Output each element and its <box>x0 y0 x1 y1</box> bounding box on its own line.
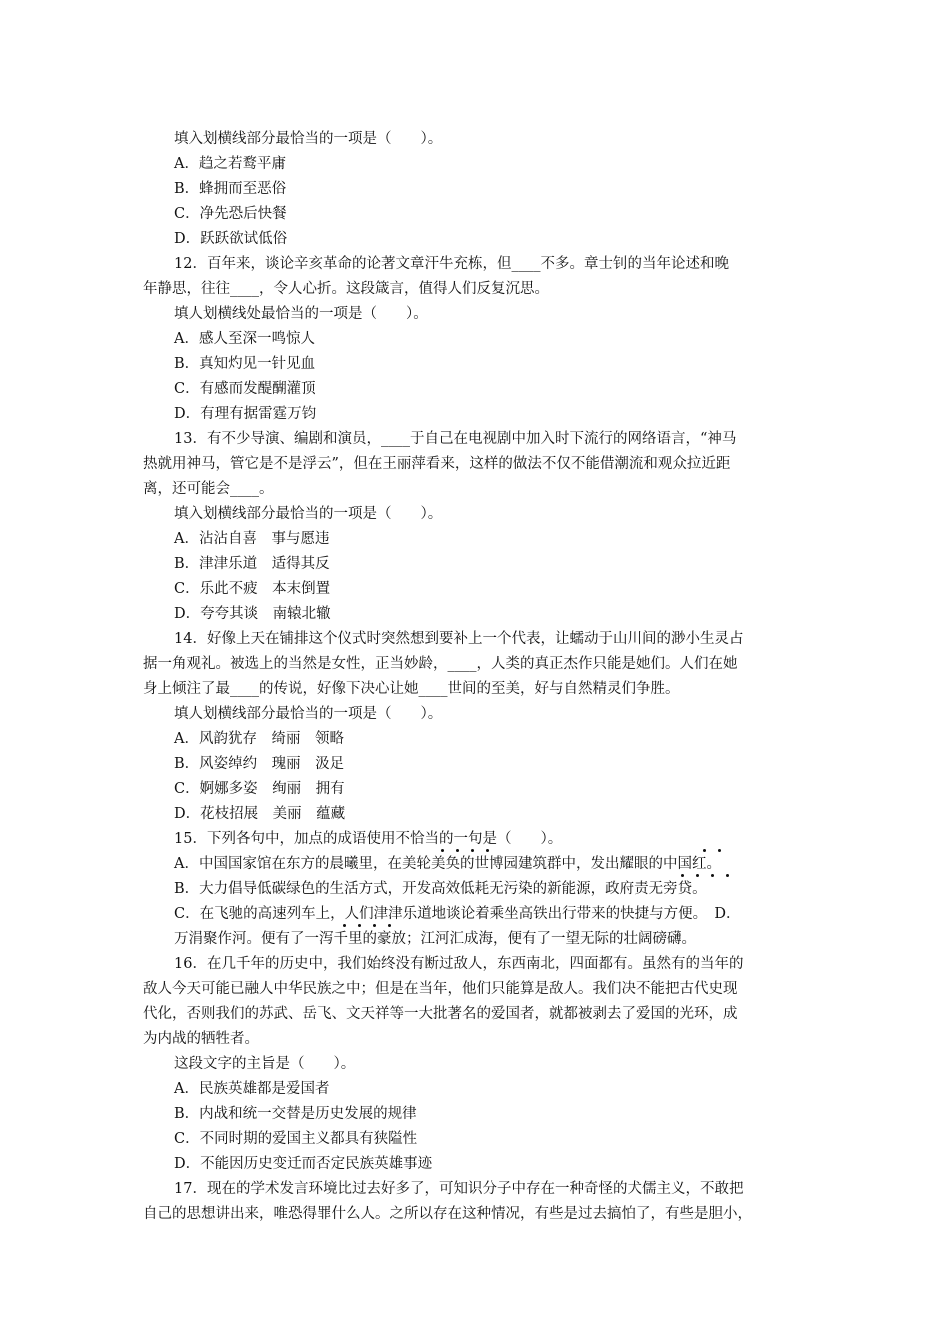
text: B．真知灼见一针见血 <box>174 356 316 372</box>
text: A．沾沾自喜 事与愿违 <box>174 531 330 547</box>
text: 填入划横线部分最恰当的一项是（ ）。 <box>174 131 443 147</box>
emphasis-dot <box>681 874 684 877</box>
text: 代化，否则我们的苏武、岳飞、文天祥等一大批著名的爱国者，就都被剥去了爱国的光环，成 <box>143 1006 738 1022</box>
text: 热就用神马，管它是不是浮云”，但在王丽萍看来，这样的做法不仅不能借潮流和观众拉近距 <box>143 456 731 472</box>
text: C．有感而发醍醐灌顶 <box>174 381 316 397</box>
text: 据一角观礼。被选上的当然是女性，正当妙龄，____，人类的真正杰作只能是她们。人们在她 <box>143 656 738 672</box>
emphasis-dot <box>718 849 721 852</box>
text: 填人划横线处最恰当的一项是（ ）。 <box>174 306 428 322</box>
text: D．花枝招展 美丽 蕴藏 <box>174 806 346 822</box>
text: B．蜂拥而至恶俗 <box>174 181 287 197</box>
text: D．夸夸其谈 南辕北辙 <box>174 606 331 622</box>
text: C．在飞驰的高速列车上，人们津津乐道地谈论着乘坐高铁出行带来的快捷与方便。 D． <box>174 906 741 922</box>
text: 身上倾注了最____的传说，好像下决心让她____世间的至美，好与自然精灵们争胜。 <box>143 681 680 697</box>
text: C．净先恐后快餐 <box>174 206 287 222</box>
text: B．风姿绰约 瑰丽 汲足 <box>174 756 345 772</box>
emphasis-dot <box>441 849 444 852</box>
emphasis-dot <box>388 924 391 927</box>
text: A．民族英雄都是爱国者 <box>174 1081 330 1097</box>
text: 16．在几千年的历史中，我们始终没有断过敌人，东西南北，四面都有。虽然有的当年的 <box>174 956 744 972</box>
emphasis-dot <box>703 849 706 852</box>
text: 自己的思想讲出来，唯恐得罪什么人。之所以存在这种情况，有些是过去搞怕了，有些是胆小， <box>143 1206 752 1222</box>
text: 年静思，往往____，令人心折。这段箴言，值得人们反复沉思。 <box>143 281 549 297</box>
text: D．有理有据雷霆万钧 <box>174 406 317 422</box>
text: 17．现在的学术发言环境比过去好多了，可知识分子中存在一种奇怪的犬儒主义，不敢把 <box>174 1181 744 1197</box>
emphasis-dot <box>358 924 361 927</box>
emphasis-dot <box>486 849 489 852</box>
text: A．风韵犹存 绮丽 领略 <box>174 731 344 747</box>
text: A．感人至深一鸣惊人 <box>174 331 315 347</box>
text: C．不同时期的爱国主义都具有狭隘性 <box>174 1131 418 1147</box>
text: 敌人今天可能已融人中华民族之中；但是在当年，他们只能算是敌人。我们决不能把古代史现 <box>143 981 738 997</box>
text: D．不能因历史变迁而否定民族英雄事迹 <box>174 1156 433 1172</box>
text: B．大力倡导低碳绿色的生活方式，开发高效低耗无污染的新能源，政府责无旁贷。 <box>174 881 707 897</box>
text: D．跃跃欲试低俗 <box>174 231 288 247</box>
text: 为内战的牺牲者。 <box>143 1031 259 1047</box>
text: 万涓聚作河。便有了一泻千里的豪放；江河汇成海，便有了一望无际的壮阔磅礴。 <box>174 931 696 947</box>
text: 13．有不少导演、编剧和演员，____于自己在电视剧中加入时下流行的网络语言，“神马 <box>174 431 737 447</box>
emphasis-dot <box>471 849 474 852</box>
text: C．乐此不疲 本末倒置 <box>174 581 331 597</box>
emphasis-dot <box>456 849 459 852</box>
emphasis-dot <box>696 874 699 877</box>
emphasis-dot <box>373 924 376 927</box>
emphasis-dot <box>726 874 729 877</box>
text: A．中国国家馆在东方的晨曦里，在美轮美奂的世博园建筑群中，发出耀眼的中国红。 <box>174 856 721 872</box>
text: 15．下列各句中，加点的成语使用不恰当的一句是（ ）。 <box>174 831 563 847</box>
text: 离，还可能会____。 <box>143 481 274 497</box>
text: 12．百年来，谈论辛亥革命的论著文章汗牛充栋，但____不多。章士钊的当年论述和晚 <box>174 256 729 272</box>
text: 填人划横线部分最恰当的一项是（ ）。 <box>174 706 443 722</box>
text: 填入划横线部分最恰当的一项是（ ）。 <box>174 506 443 522</box>
text: B．内战和统一交替是历史发展的规律 <box>174 1106 417 1122</box>
text: 14．好像上天在铺排这个仪式时突然想到要补上一个代表，让蠕动于山川间的渺小生灵占 <box>174 631 744 647</box>
text: A．趋之若鹜平庸 <box>174 156 286 172</box>
text: B．津津乐道 适得其反 <box>174 556 330 572</box>
emphasis-dot <box>711 874 714 877</box>
text: C．婀娜多姿 绚丽 拥有 <box>174 781 345 797</box>
emphasis-dot <box>343 924 346 927</box>
text: 这段文字的主旨是（ ）。 <box>174 1056 356 1072</box>
